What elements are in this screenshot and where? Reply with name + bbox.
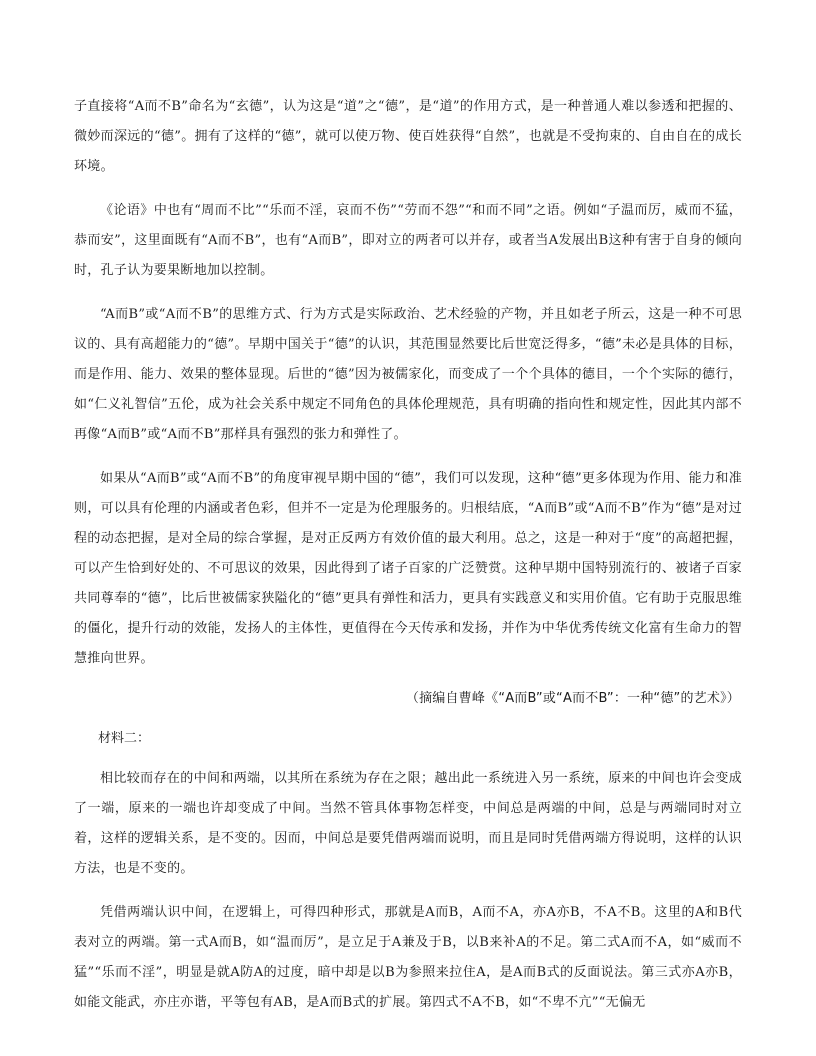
paragraph-3: “A而B”或“A而不B”的思维方式、行为方式是实际政治、艺术经验的产物，并且如老子所云，这是一种不可思议的、具有高超能力的“德”。早期中国关于“德”的认识，其范围显然要比后世宽泛得多，“德”未必是具体的目标，而是作用、能力、效果的整体显现。后世的“德”因为被儒家化，而变成了一个个具体的德目，一个个实际的德行，如“仁义礼智信”五伦，成为社会关系中规定不同角色的具体伦理规范，具有明确的指向性和规定性，因此其内部不再像“A而B”或“A而不B”那样具有强烈的张力和弹性了。 xyxy=(74,307,742,442)
paragraph-4: 如果从“A而B”或“A而不B”的角度审视早期中国的“德”，我们可以发现，这种“德”更多体现为作用、能力和准则，可以具有伦理的内涵或者色彩，但并不一定是为伦理服务的。归根结底，“A而B”或“A而不B”作为“德”是对过程的动态把握，是对全局的综合掌握，是对正反两方有效价值的最大利用。总之，这是一种对于“度”的高超把握，可以产生恰到好处的、不可思议的效果，因此得到了诸子百家的广泛赞赏。这种早期中国特别流行的、被诸子百家共同尊奉的“德”，比后世被儒家狭隘化的“德”更具有弹性和活力，更具有实践意义和实用价值。它有助于克服思维的僵化，提升行动的效能，发扬人的主体性，更值得在今天传承和发扬，并作为中华优秀传统文化富有生命力的智慧推向世界。 xyxy=(74,471,742,666)
source-citation: （摘编自曹峰《“A而B”或“A而不B”：一种“德”的艺术》） xyxy=(405,691,740,706)
document-page xyxy=(74,92,742,1018)
paragraph-6: 凭借两端认识中间，在逻辑上，可得四种形式，那就是A而B，A而不A，亦A亦B，不A不B。这里的A和B代表对立的两端。第一式A而B，如“温而厉”，是立足于A兼及于B，以B来补A的不足。第二式A而不A，如“威而不猛”“乐而不淫”，明显是就A防A的过度，暗中却是以B为参照来拉住A，是A而B式的反面说法。第三式亦A亦B，如能文能武，亦庄亦谐，平等包有AB，是A而B式的扩展。第四式不A不B，如“不卑不亢”“无偏无 xyxy=(74,905,742,1010)
section-label: 材料二： xyxy=(98,731,151,746)
paragraph-2: 《论语》中也有“周而不比”“乐而不淫，哀而不伤”“劳而不怨”“和而不同”之语。例如“子温而厉，威而不猛，恭而安”，这里面既有“A而不B”，也有“A而B”，即对立的两者可以并存，或者当A发展出B这种有害于自身的倾向时，孔子认为要果断地加以控制。 xyxy=(74,203,742,278)
paragraph-1: 子直接将“A而不B”命名为“玄德”，认为这是“道”之“德”，是“道”的作用方式，是一种普通人难以参透和把握的、微妙而深远的“德”。拥有了这样的“德”，就可以使万物、使百姓获得“自然”，也就是不受拘束的、自由自在的成长环境。 xyxy=(74,99,742,174)
paragraph-5: 相比较而存在的中间和两端，以其所在系统为存在之限；越出此一系统进入另一系统，原来的中间也许会变成了一端，原来的一端也许却变成了中间。当然不管具体事物怎样变，中间总是两端的中间，总是与两端同时对立着，这样的逻辑关系，是不变的。因而，中间总是要凭借两端而说明，而且是同时凭借两端方得说明，这样的认识方法，也是不变的。 xyxy=(74,771,742,876)
